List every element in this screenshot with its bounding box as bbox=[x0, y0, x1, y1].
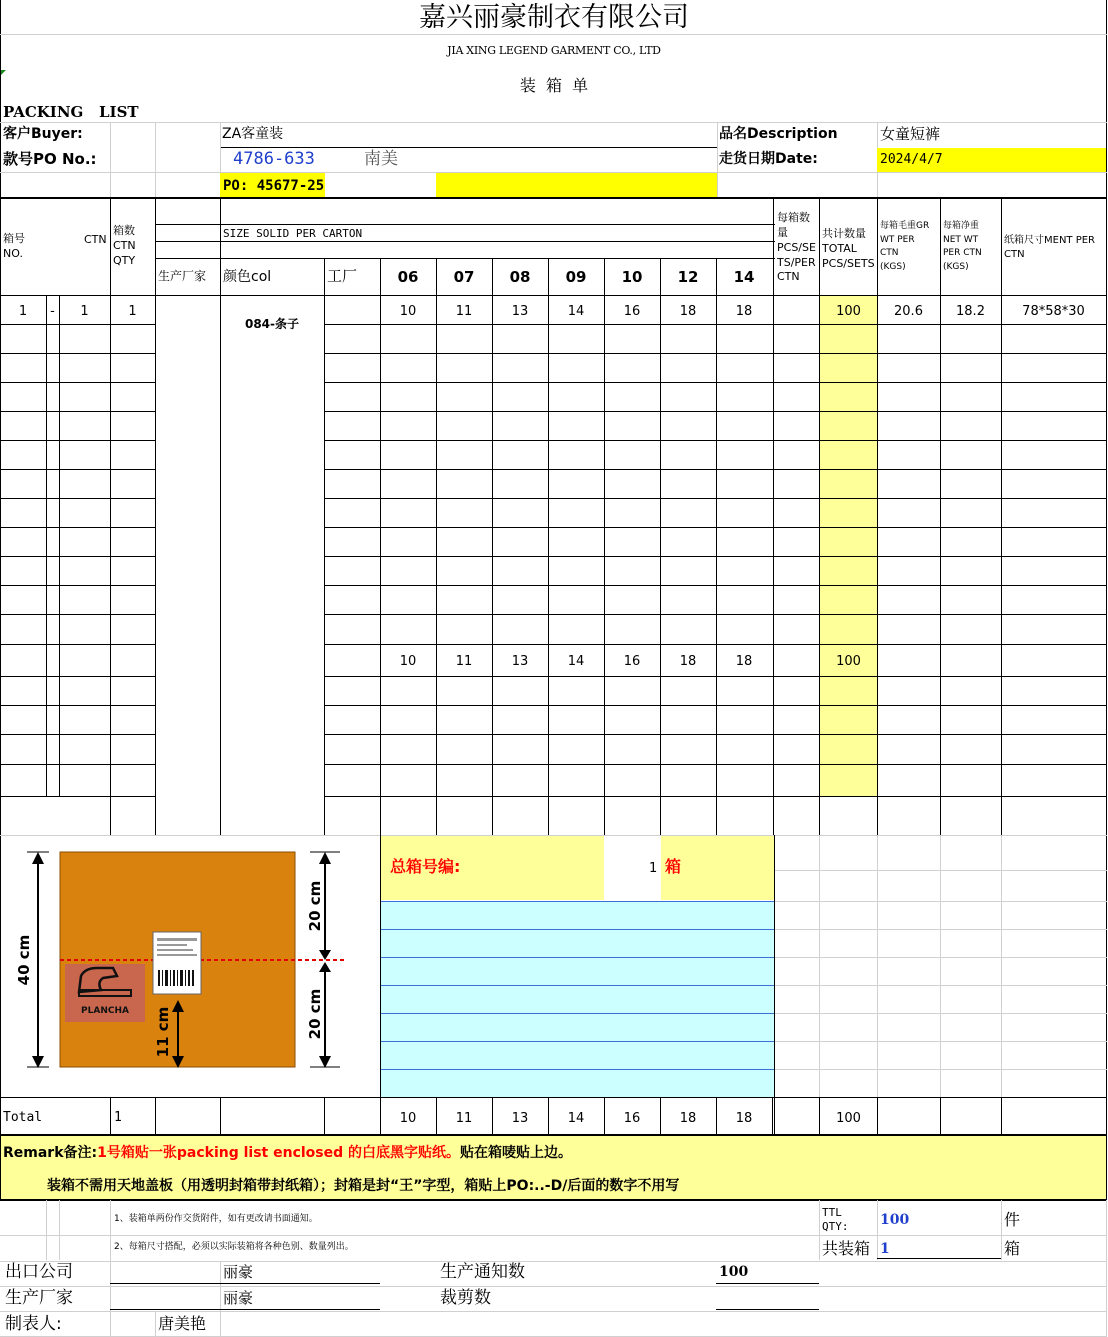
size-solid-header: SIZE SOLID PER CARTON bbox=[223, 227, 363, 240]
size-qty-cell: 14 bbox=[567, 304, 585, 319]
manufacturer-header: 生产厂家 bbox=[158, 269, 207, 283]
grid-line bbox=[775, 1041, 1107, 1042]
cyan-line bbox=[381, 1069, 774, 1070]
total-column-highlight bbox=[820, 296, 877, 796]
ttl-qty-label: TTL QTY: bbox=[822, 1206, 849, 1234]
dimension-20cm-top: 20 cm bbox=[306, 880, 324, 932]
box-count-value: 1 bbox=[649, 861, 658, 876]
row-line bbox=[0, 585, 155, 586]
subtotal-qty-cell: 11 bbox=[455, 654, 473, 669]
size-qty-cell: 18 bbox=[735, 304, 753, 319]
size-header-07: 07 bbox=[453, 268, 475, 286]
total-boxes-unit: 箱 bbox=[1004, 1239, 1021, 1258]
cutting-qty-label: 裁剪数 bbox=[440, 1288, 491, 1308]
description-label: 品名Description bbox=[719, 126, 838, 142]
ctn-header: CTN bbox=[84, 233, 107, 246]
size-qty-cell: 13 bbox=[511, 304, 529, 319]
total-qty-header: 共计数量 TOTAL PCS/SETS bbox=[822, 227, 875, 270]
manufacturer-value: 丽豪 bbox=[223, 1289, 254, 1307]
pcs-per-ctn-header: 每箱数量 PCS/SETS/PER CTN bbox=[777, 211, 816, 284]
row-line bbox=[324, 498, 1107, 499]
po-extra-highlight bbox=[436, 173, 717, 197]
row-line bbox=[0, 382, 155, 383]
net-weight-header: 每箱净重 NET WT PER CTN (KGS) bbox=[943, 221, 982, 272]
row-line bbox=[0, 644, 155, 645]
remark-line-2: 装箱不需用天地盖板（用透明封箱带封纸箱）；封箱是封“王”字型，箱贴上PO:..-D/后面的数字不用写 bbox=[47, 1178, 680, 1194]
subtotal-qty-cell: 18 bbox=[679, 654, 697, 669]
box-count-unit: 箱 bbox=[665, 857, 682, 876]
row-line bbox=[0, 676, 155, 677]
box-count-label: 总箱号编: bbox=[390, 857, 461, 876]
total-label: Total bbox=[3, 1110, 43, 1125]
cyan-line bbox=[381, 929, 774, 930]
total-qty-cell: 13 bbox=[511, 1111, 529, 1126]
row-line bbox=[324, 411, 1107, 412]
row-line bbox=[324, 644, 1107, 645]
row-line bbox=[324, 614, 1107, 615]
prepared-by-label: 制表人: bbox=[5, 1314, 62, 1334]
net-weight: 18.2 bbox=[956, 304, 985, 319]
subtotal-qty-cell: 10 bbox=[399, 654, 417, 669]
export-company-value: 丽豪 bbox=[223, 1263, 254, 1281]
size-qty-cell: 10 bbox=[399, 304, 417, 319]
po-label: 款号PO No.: bbox=[3, 150, 97, 168]
row-line bbox=[324, 734, 1107, 735]
ttl-qty-value: 100 bbox=[880, 1212, 910, 1228]
production-notice-label: 生产通知数 bbox=[440, 1262, 525, 1282]
total-qty-cell: 10 bbox=[399, 1111, 417, 1126]
color-value: 084-条子 bbox=[244, 317, 300, 331]
total-qty-cell: 18 bbox=[679, 1111, 697, 1126]
grid-line bbox=[775, 929, 1107, 930]
grid-line bbox=[775, 1069, 1107, 1070]
row-line bbox=[0, 705, 155, 706]
plancha-brand: PLANCHA bbox=[81, 1006, 129, 1016]
row-line bbox=[324, 440, 1107, 441]
export-company-label: 出口公司 bbox=[5, 1262, 73, 1282]
size-header-12: 12 bbox=[677, 268, 699, 286]
row-line bbox=[0, 411, 155, 412]
row-line bbox=[324, 527, 1107, 528]
company-name-cn: 嘉兴丽豪制衣有限公司 bbox=[419, 2, 689, 33]
note-2: 2、每箱尺寸搭配，必须以实际装箱将各种色别、数量列出。 bbox=[114, 1242, 354, 1252]
description-value: 女童短裤 bbox=[880, 125, 941, 143]
row-line bbox=[0, 498, 155, 499]
cyan-line bbox=[381, 985, 774, 986]
carton-measurement: 78*58*30 bbox=[1022, 304, 1085, 319]
carton-no-header: 箱号 NO. bbox=[3, 232, 25, 260]
grand-total: 100 bbox=[836, 1111, 861, 1126]
row-line bbox=[0, 469, 155, 470]
cyan-notes-area bbox=[381, 901, 774, 1097]
row-line bbox=[324, 353, 1107, 354]
remark-red-text: 1号箱贴一张packing list enclosed 的白底黑字贴纸。 bbox=[97, 1145, 461, 1161]
row-line bbox=[324, 676, 1107, 677]
gross-weight-header: 每箱毛重GR WT PER CTN (KGS) bbox=[880, 221, 930, 272]
size-qty-cell: 18 bbox=[679, 304, 697, 319]
carton-to: 1 bbox=[80, 304, 89, 319]
dimension-40cm: 40 cm bbox=[15, 934, 33, 986]
remark-prefix: Remark备注: bbox=[3, 1145, 98, 1161]
row-line bbox=[0, 556, 155, 557]
remark-black-text: 贴在箱唛贴上边。 bbox=[460, 1145, 573, 1161]
buyer-value: ZA客童装 bbox=[222, 126, 284, 142]
row-line bbox=[0, 614, 155, 615]
carton-count: 1 bbox=[128, 304, 137, 319]
ctn-qty-header: 箱数 CTN QTY bbox=[113, 224, 136, 267]
grid-line bbox=[775, 901, 1107, 902]
row-line bbox=[0, 324, 155, 325]
row-line bbox=[324, 585, 1107, 586]
grid-line bbox=[775, 985, 1107, 986]
factory-header: 工厂 bbox=[327, 267, 358, 285]
remark-line-1 bbox=[3, 1146, 572, 1160]
size-header-08: 08 bbox=[509, 268, 531, 286]
grid-line bbox=[775, 1013, 1107, 1014]
subtotal-qty-cell: 14 bbox=[567, 654, 585, 669]
size-qty-cell: 11 bbox=[455, 304, 473, 319]
manufacturer-label: 生产厂家 bbox=[5, 1288, 73, 1308]
cyan-line bbox=[381, 957, 774, 958]
prepared-by-value: 唐美艳 bbox=[158, 1314, 207, 1333]
total-boxes-value: 1 bbox=[880, 1241, 890, 1257]
subtotal-qty-cell: 16 bbox=[623, 654, 641, 669]
row-line bbox=[324, 556, 1107, 557]
size-header-06: 06 bbox=[397, 268, 419, 286]
row-line bbox=[324, 764, 1107, 765]
cell-marker bbox=[1, 70, 6, 75]
date-value: 2024/4/7 bbox=[880, 152, 943, 167]
region-value: 南美 bbox=[364, 149, 398, 169]
total-qty-cell: 14 bbox=[567, 1111, 585, 1126]
cyan-line bbox=[381, 1041, 774, 1042]
row-line bbox=[324, 324, 1107, 325]
row-total: 100 bbox=[836, 304, 861, 319]
size-header-09: 09 bbox=[565, 268, 587, 286]
production-notice-value: 100 bbox=[719, 1264, 749, 1280]
row-line bbox=[324, 469, 1107, 470]
buyer-label: 客户Buyer: bbox=[3, 126, 83, 142]
row-line bbox=[0, 734, 155, 735]
carton-from: 1 bbox=[18, 304, 28, 319]
grid-line bbox=[775, 870, 1107, 871]
subtotal-total: 100 bbox=[836, 654, 861, 669]
note-1: 1、装箱单两份作交货附件，如有更改请书面通知。 bbox=[114, 1214, 318, 1224]
dimension-20cm-bottom: 20 cm bbox=[306, 988, 324, 1040]
cyan-line bbox=[381, 1013, 774, 1014]
total-qty-cell: 16 bbox=[623, 1111, 641, 1126]
row-line bbox=[0, 440, 155, 441]
po-number: PO: 45677-25 bbox=[223, 178, 325, 194]
total-ctn: 1 bbox=[114, 1110, 122, 1125]
row-line bbox=[0, 764, 155, 765]
ttl-qty-unit: 件 bbox=[1004, 1210, 1021, 1229]
color-header: 颜色col bbox=[223, 269, 272, 285]
document-title: 装 箱 单 bbox=[519, 76, 589, 95]
grid-line bbox=[775, 957, 1107, 958]
subtotal-qty-cell: 13 bbox=[511, 654, 529, 669]
size-header-14: 14 bbox=[733, 268, 755, 286]
measurement-header: 纸箱尺寸MENT PER CTN bbox=[1004, 235, 1096, 260]
po-value: 4786-633 bbox=[233, 149, 315, 169]
carton-dash: - bbox=[50, 304, 55, 319]
total-qty-cell: 11 bbox=[455, 1111, 473, 1126]
subtotal-qty-cell: 18 bbox=[735, 654, 753, 669]
packing-list-title: PACKING LIST bbox=[3, 103, 139, 121]
row-line bbox=[324, 382, 1107, 383]
size-qty-cell: 16 bbox=[623, 304, 641, 319]
gross-weight: 20.6 bbox=[894, 304, 923, 319]
company-name-en: JIA XING LEGEND GARMENT CO., LTD bbox=[447, 44, 661, 57]
row-line bbox=[0, 353, 155, 354]
row-line bbox=[324, 796, 1107, 797]
grid-line bbox=[772, 1097, 773, 1135]
cyan-line bbox=[381, 901, 774, 902]
total-qty-cell: 18 bbox=[735, 1111, 753, 1126]
carton-label-diagram bbox=[5, 842, 355, 1077]
row-line bbox=[0, 796, 155, 797]
dimension-11cm: 11 cm bbox=[154, 1006, 172, 1058]
total-boxes-label: 共装箱 bbox=[822, 1239, 871, 1258]
row-line bbox=[0, 527, 155, 528]
row-line bbox=[324, 705, 1107, 706]
date-label: 走货日期Date: bbox=[719, 151, 818, 167]
size-header-10: 10 bbox=[621, 268, 643, 286]
